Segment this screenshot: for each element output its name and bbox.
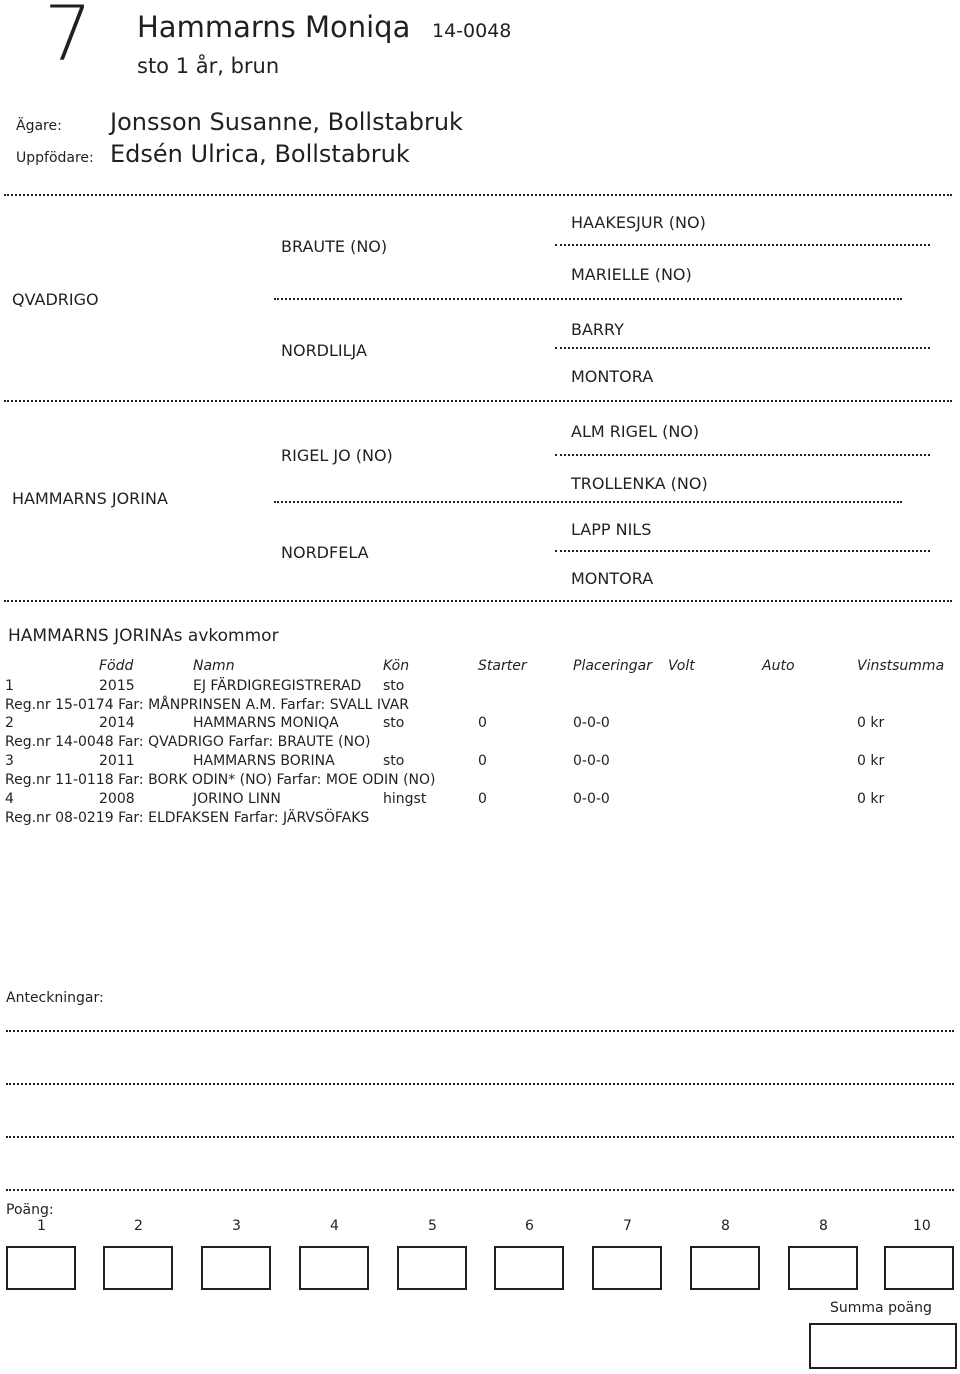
offspring-fodd: 2011	[99, 753, 135, 769]
points-number: 6	[525, 1218, 534, 1234]
pedigree-sire-sire-sire: HAAKESJUR (NO)	[571, 213, 706, 232]
pedigree-top-divider	[4, 194, 952, 196]
offspring-placeringar: 0-0-0	[573, 791, 610, 807]
points-box-8[interactable]	[690, 1246, 760, 1290]
offspring-info: Reg.nr 08-0219 Far: ELDFAKSEN Farfar: JÄRVSÖFAKS	[5, 810, 370, 826]
pedigree-dam: HAMMARNS JORINA	[12, 489, 168, 508]
offspring-starter: 0	[478, 791, 487, 807]
pedigree-dam-dam-sire: LAPP NILS	[571, 520, 652, 539]
owner-value: Jonsson Susanne, Bollstabruk	[110, 108, 463, 136]
notes-label: Anteckningar:	[6, 990, 104, 1006]
pedigree-sire: QVADRIGO	[12, 290, 99, 309]
horse-reg-number: 14-0048	[432, 20, 512, 42]
horse-description: sto 1 år, brun	[137, 54, 280, 78]
pedigree-dam-sire-dam: TROLLENKA (NO)	[571, 474, 708, 493]
offspring-nr: 3	[5, 753, 14, 769]
col-header-fodd: Född	[99, 658, 134, 674]
points-number: 5	[428, 1218, 437, 1234]
owner-label: Ägare:	[16, 118, 62, 134]
pedigree-dam-sire-sire: ALM RIGEL (NO)	[571, 422, 700, 441]
notes-line[interactable]	[6, 1083, 954, 1085]
points-number: 2	[134, 1218, 143, 1234]
col-header-placeringar: Placeringar	[573, 658, 652, 674]
offspring-placeringar: 0-0-0	[573, 715, 610, 731]
points-number: 7	[623, 1218, 632, 1234]
offspring-info: Reg.nr 15-0174 Far: MÅNPRINSEN A.M. Farfar: SVALL IVAR	[5, 697, 410, 713]
points-number: 4	[330, 1218, 339, 1234]
notes-line[interactable]	[6, 1136, 954, 1138]
pedigree-divider	[555, 454, 930, 456]
pedigree-dam-dam: NORDFELA	[281, 543, 369, 562]
horse-name: Hammarns Moniqa	[137, 10, 411, 44]
breeder-label: Uppfödare:	[16, 150, 94, 166]
offspring-fodd: 2015	[99, 678, 135, 694]
points-box-3[interactable]	[201, 1246, 271, 1290]
offspring-namn: JORINO LINN	[193, 791, 281, 807]
points-box-2[interactable]	[103, 1246, 173, 1290]
points-box-9[interactable]	[788, 1246, 858, 1290]
offspring-kon: hingst	[383, 791, 427, 807]
offspring-nr: 2	[5, 715, 14, 731]
catalog-number: 7	[44, 0, 93, 78]
pedigree-divider	[555, 347, 930, 349]
notes-line[interactable]	[6, 1189, 954, 1191]
offspring-vinstsumma: 0 kr	[857, 753, 885, 769]
pedigree-sire-sire-dam: MARIELLE (NO)	[571, 265, 692, 284]
points-box-6[interactable]	[494, 1246, 564, 1290]
offspring-vinstsumma: 0 kr	[857, 791, 885, 807]
sum-points-label: Summa poäng	[830, 1300, 932, 1316]
points-box-5[interactable]	[397, 1246, 467, 1290]
offspring-info: Reg.nr 14-0048 Far: QVADRIGO Farfar: BRAUTE (NO)	[5, 734, 371, 750]
pedigree-divider	[555, 244, 930, 246]
col-header-volt: Volt	[668, 658, 695, 674]
points-number: 10	[913, 1218, 931, 1234]
offspring-fodd: 2014	[99, 715, 135, 731]
notes-line[interactable]	[6, 1030, 954, 1032]
points-number: 8	[721, 1218, 730, 1234]
pedigree-divider	[274, 298, 902, 300]
col-header-starter: Starter	[478, 658, 527, 674]
points-box-1[interactable]	[6, 1246, 76, 1290]
offspring-vinstsumma: 0 kr	[857, 715, 885, 731]
offspring-starter: 0	[478, 715, 487, 731]
offspring-nr: 4	[5, 791, 14, 807]
pedigree-divider	[555, 550, 930, 552]
offspring-namn: HAMMARNS MONIQA	[193, 715, 339, 731]
points-box-10[interactable]	[884, 1246, 954, 1290]
pedigree-bottom-divider	[4, 600, 952, 602]
points-number: 8	[819, 1218, 828, 1234]
offspring-title: HAMMARNS JORINAs avkommor	[8, 626, 279, 646]
pedigree-middle-divider	[4, 400, 952, 402]
col-header-auto: Auto	[762, 658, 795, 674]
offspring-info: Reg.nr 11-0118 Far: BORK ODIN* (NO) Farfar: MOE ODIN (NO)	[5, 772, 436, 788]
pedigree-dam-sire: RIGEL JO (NO)	[281, 446, 393, 465]
points-box-7[interactable]	[592, 1246, 662, 1290]
points-number: 1	[37, 1218, 46, 1234]
breeder-value: Edsén Ulrica, Bollstabruk	[110, 140, 410, 168]
offspring-kon: sto	[383, 678, 405, 694]
col-header-vinstsumma: Vinstsumma	[857, 658, 945, 674]
pedigree-sire-dam-dam: MONTORA	[571, 367, 654, 386]
sum-points-box[interactable]	[809, 1323, 957, 1369]
pedigree-sire-dam: NORDLILJA	[281, 341, 367, 360]
col-header-kon: Kön	[383, 658, 410, 674]
offspring-namn: EJ FÄRDIGREGISTRERAD	[193, 678, 362, 694]
offspring-kon: sto	[383, 715, 405, 731]
offspring-namn: HAMMARNS BORINA	[193, 753, 335, 769]
pedigree-dam-dam-dam: MONTORA	[571, 569, 654, 588]
points-box-4[interactable]	[299, 1246, 369, 1290]
offspring-starter: 0	[478, 753, 487, 769]
offspring-nr: 1	[5, 678, 14, 694]
offspring-placeringar: 0-0-0	[573, 753, 610, 769]
pedigree-sire-sire: BRAUTE (NO)	[281, 237, 388, 256]
offspring-fodd: 2008	[99, 791, 135, 807]
pedigree-divider	[274, 501, 902, 503]
points-label: Poäng:	[6, 1202, 54, 1218]
offspring-kon: sto	[383, 753, 405, 769]
points-number: 3	[232, 1218, 241, 1234]
col-header-namn: Namn	[193, 658, 235, 674]
pedigree-sire-dam-sire: BARRY	[571, 320, 624, 339]
